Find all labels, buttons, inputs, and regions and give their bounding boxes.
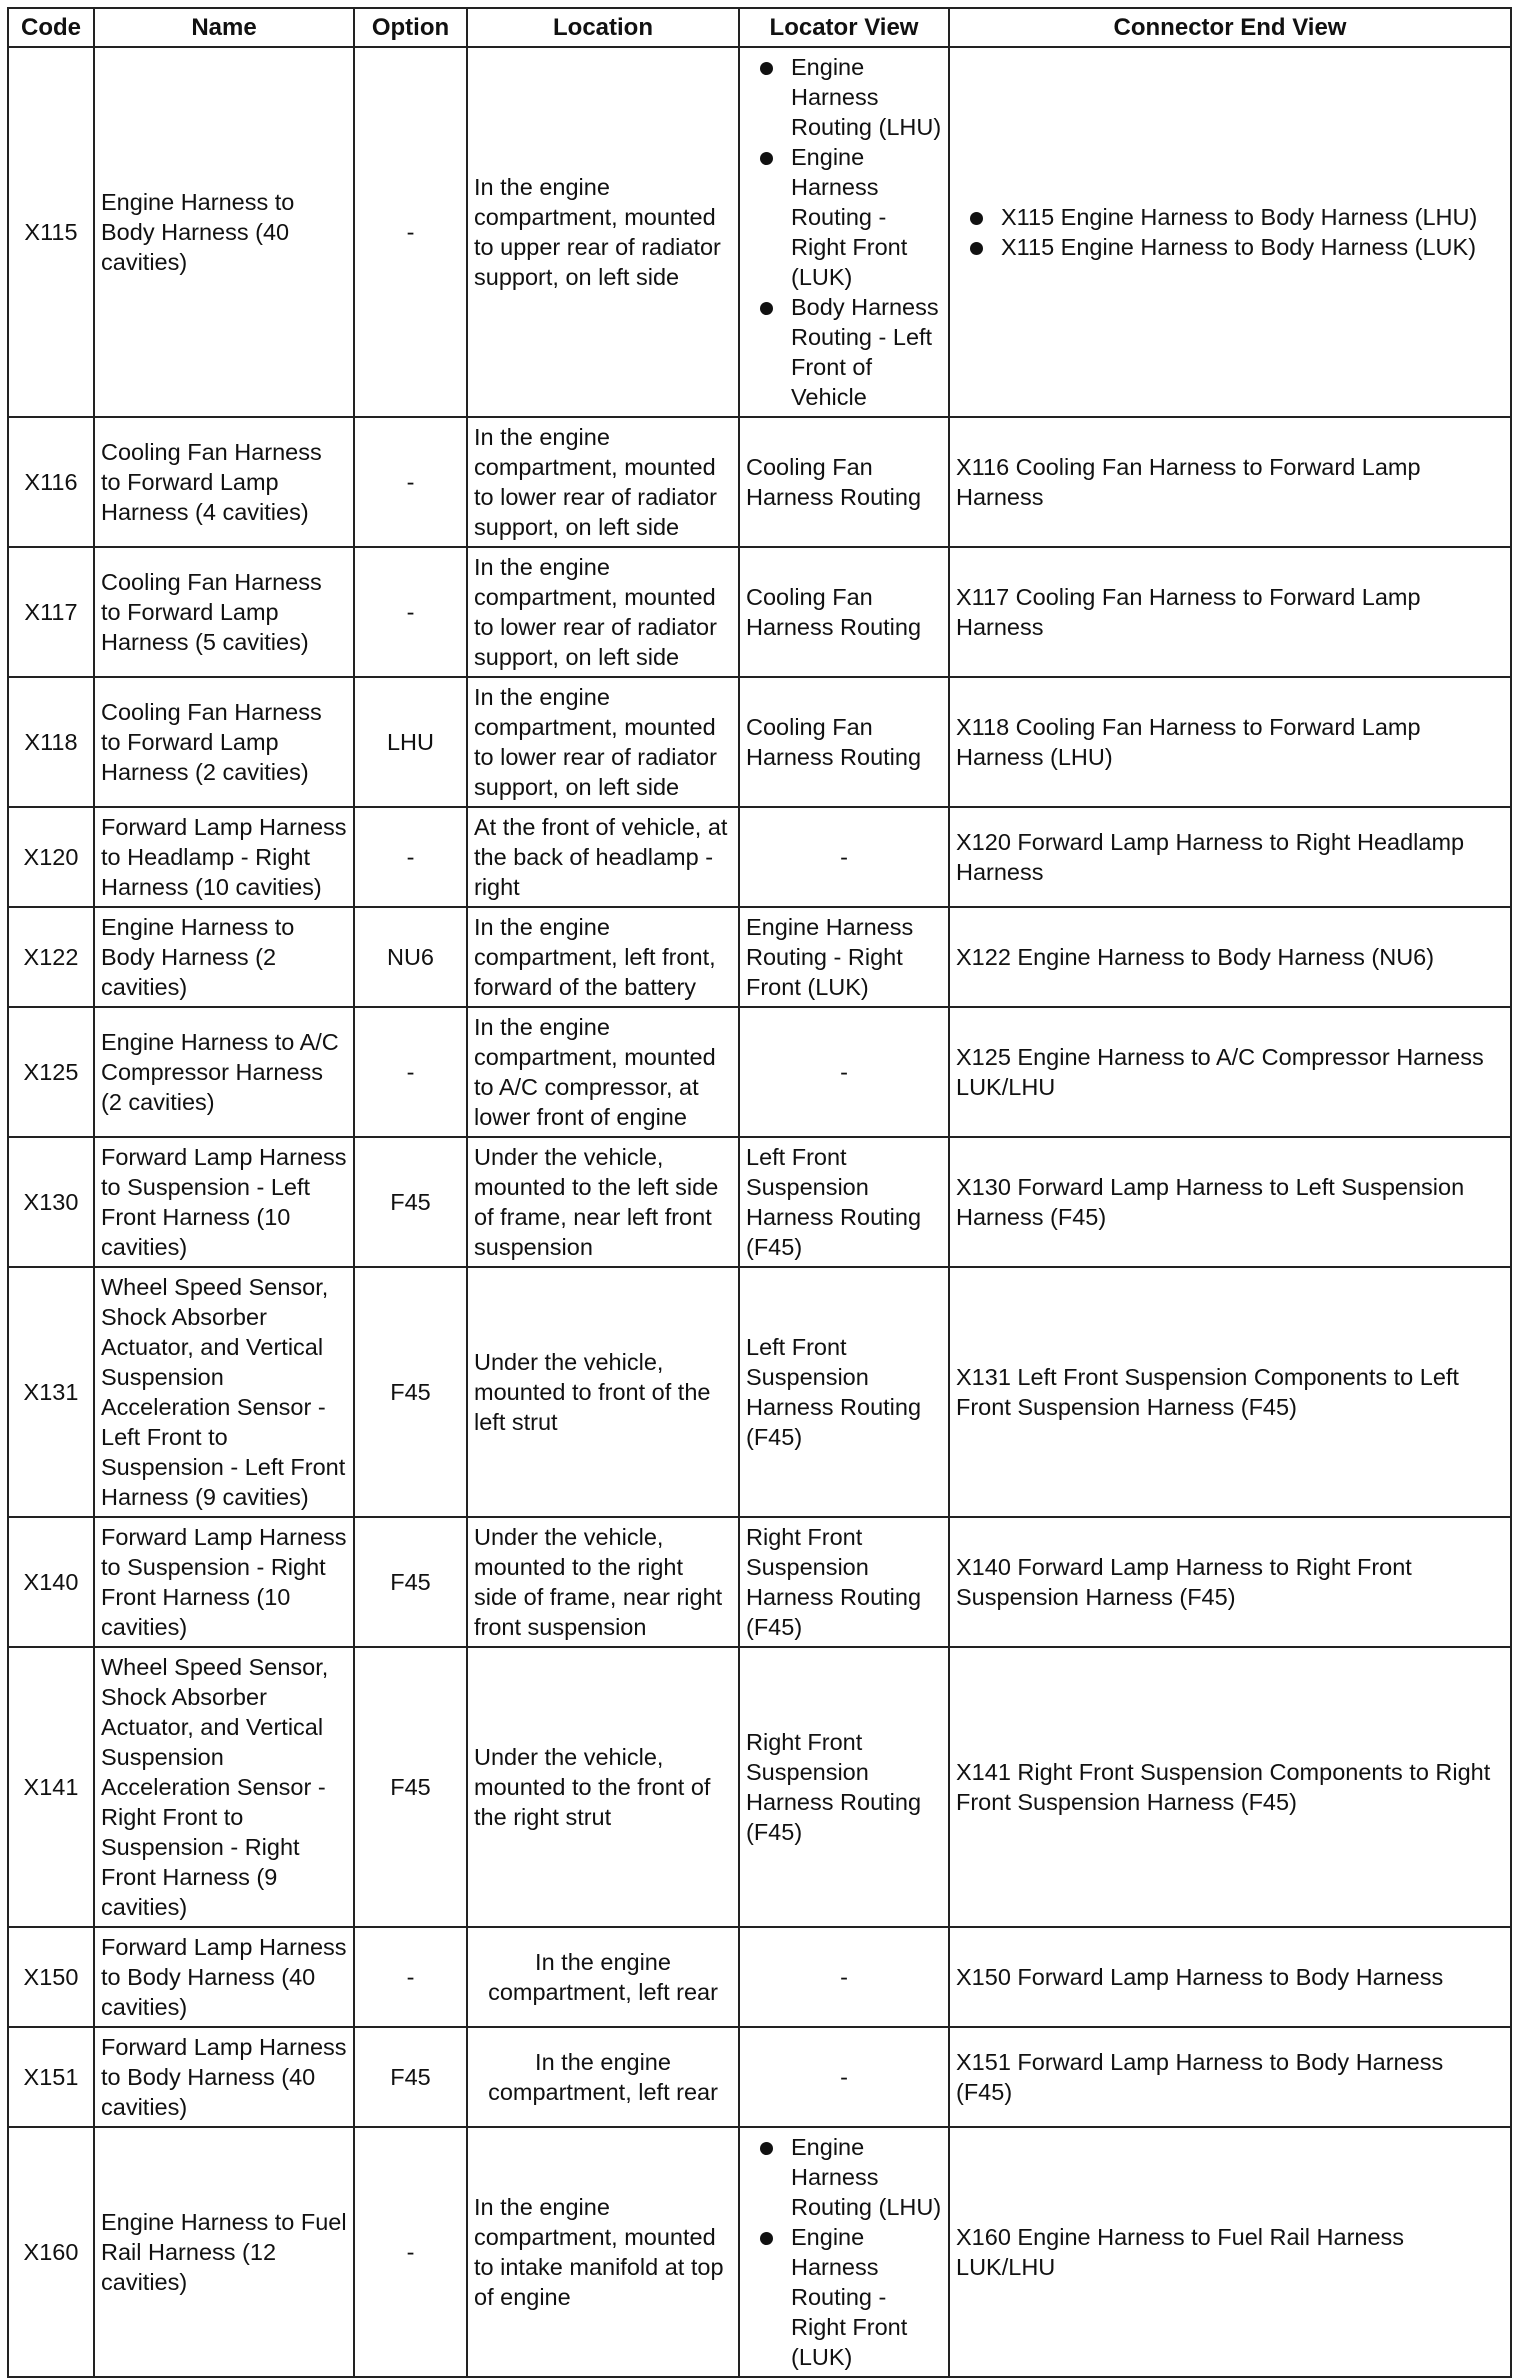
cell-code: X150 <box>8 1927 94 2027</box>
cell-connector-end-view: X122 Engine Harness to Body Harness (NU6) <box>949 907 1511 1007</box>
cell-name: Forward Lamp Harness to Body Harness (40 cavities) <box>94 1927 354 2027</box>
cell-name: Engine Harness to Fuel Rail Harness (12 cavities) <box>94 2127 354 2377</box>
cell-code: X140 <box>8 1517 94 1647</box>
cell-code: X122 <box>8 907 94 1007</box>
cell-location: In the engine compartment, mounted to lower rear of radiator support, on left side <box>467 547 739 677</box>
table-row <box>8 2027 1511 2127</box>
cell-option: - <box>354 1007 467 1137</box>
bullet-item: Engine Harness Routing - Right Front (LUK) <box>746 142 942 292</box>
header-code: Code <box>8 8 94 47</box>
cell-connector-end-view: X131 Left Front Suspension Components to Left Front Suspension Harness (F45) <box>949 1267 1511 1517</box>
cell-location: In the engine compartment, mounted to upper rear of radiator support, on left side <box>467 47 739 417</box>
table-row <box>8 1517 1511 1647</box>
cell-code: X116 <box>8 417 94 547</box>
cell-name: Engine Harness to Body Harness (2 cavities) <box>94 907 354 1007</box>
cell-location: In the engine compartment, mounted to lower rear of radiator support, on left side <box>467 417 739 547</box>
cell-code: X118 <box>8 677 94 807</box>
connector-table <box>7 7 1512 2378</box>
bullet-item: Engine Harness Routing (LHU) <box>746 2132 942 2222</box>
cell-option: F45 <box>354 1517 467 1647</box>
table-row <box>8 47 1511 417</box>
bullet-item: Body Harness Routing - Left Front of Vehicle <box>746 292 942 412</box>
cell-locator-view: Cooling Fan Harness Routing <box>739 677 949 807</box>
cell-locator-view: Left Front Suspension Harness Routing (F45) <box>739 1137 949 1267</box>
header-location: Location <box>467 8 739 47</box>
cell-locator-view <box>739 2127 949 2377</box>
cell-name: Forward Lamp Harness to Suspension - Left Front Harness (10 cavities) <box>94 1137 354 1267</box>
cell-location: In the engine compartment, left front, forward of the battery <box>467 907 739 1007</box>
cell-code: X125 <box>8 1007 94 1137</box>
table-row <box>8 1007 1511 1137</box>
cell-locator-view: - <box>739 2027 949 2127</box>
bullet-item: Engine Harness Routing - Right Front (LUK) <box>746 2222 942 2372</box>
cell-connector-end-view: X141 Right Front Suspension Components to Right Front Suspension Harness (F45) <box>949 1647 1511 1927</box>
cell-locator-view: Left Front Suspension Harness Routing (F45) <box>739 1267 949 1517</box>
cell-location: Under the vehicle, mounted to the left side of frame, near left front suspension <box>467 1137 739 1267</box>
cell-code: X160 <box>8 2127 94 2377</box>
table-row <box>8 1137 1511 1267</box>
cell-name: Cooling Fan Harness to Forward Lamp Harness (2 cavities) <box>94 677 354 807</box>
cell-location: In the engine compartment, mounted to intake manifold at top of engine <box>467 2127 739 2377</box>
cell-name: Engine Harness to Body Harness (40 cavities) <box>94 47 354 417</box>
bullet-item: X115 Engine Harness to Body Harness (LHU) <box>956 202 1504 232</box>
cell-connector-end-view: X116 Cooling Fan Harness to Forward Lamp Harness <box>949 417 1511 547</box>
cell-connector-end-view: X130 Forward Lamp Harness to Left Suspension Harness (F45) <box>949 1137 1511 1267</box>
cell-option: F45 <box>354 1137 467 1267</box>
table-row <box>8 417 1511 547</box>
table-row <box>8 2127 1511 2377</box>
cell-connector-end-view <box>949 47 1511 417</box>
cell-connector-end-view: X117 Cooling Fan Harness to Forward Lamp Harness <box>949 547 1511 677</box>
bullet-item: Engine Harness Routing (LHU) <box>746 52 942 142</box>
cell-code: X130 <box>8 1137 94 1267</box>
bullet-list <box>746 2132 942 2372</box>
cell-code: X120 <box>8 807 94 907</box>
table-row <box>8 907 1511 1007</box>
cell-code: X141 <box>8 1647 94 1927</box>
cell-locator-view: - <box>739 1927 949 2027</box>
cell-name: Wheel Speed Sensor, Shock Absorber Actuator, and Vertical Suspension Acceleration Sensor - Right Front to Suspension - Right Front Harness (9 cavities) <box>94 1647 354 1927</box>
header-locator-view: Locator View <box>739 8 949 47</box>
cell-connector-end-view: X150 Forward Lamp Harness to Body Harness <box>949 1927 1511 2027</box>
cell-locator-view: Right Front Suspension Harness Routing (F45) <box>739 1647 949 1927</box>
cell-code: X131 <box>8 1267 94 1517</box>
cell-option: - <box>354 547 467 677</box>
table-row <box>8 677 1511 807</box>
cell-name: Cooling Fan Harness to Forward Lamp Harness (5 cavities) <box>94 547 354 677</box>
cell-name: Forward Lamp Harness to Suspension - Right Front Harness (10 cavities) <box>94 1517 354 1647</box>
cell-name: Engine Harness to A/C Compressor Harness (2 cavities) <box>94 1007 354 1137</box>
cell-option: - <box>354 47 467 417</box>
cell-locator-view: Right Front Suspension Harness Routing (F45) <box>739 1517 949 1647</box>
cell-connector-end-view: X118 Cooling Fan Harness to Forward Lamp Harness (LHU) <box>949 677 1511 807</box>
cell-name: Wheel Speed Sensor, Shock Absorber Actuator, and Vertical Suspension Acceleration Sensor - Left Front to Suspension - Left Front Harness (9 cavities) <box>94 1267 354 1517</box>
table-row <box>8 1647 1511 1927</box>
cell-option: F45 <box>354 1647 467 1927</box>
cell-code: X115 <box>8 47 94 417</box>
cell-location: At the front of vehicle, at the back of headlamp - right <box>467 807 739 907</box>
cell-name: Cooling Fan Harness to Forward Lamp Harness (4 cavities) <box>94 417 354 547</box>
cell-locator-view: Engine Harness Routing - Right Front (LUK) <box>739 907 949 1007</box>
cell-location: In the engine compartment, left rear <box>467 2027 739 2127</box>
header-option: Option <box>354 8 467 47</box>
cell-code: X151 <box>8 2027 94 2127</box>
cell-location: In the engine compartment, mounted to A/C compressor, at lower front of engine <box>467 1007 739 1137</box>
cell-option: - <box>354 417 467 547</box>
cell-option: F45 <box>354 2027 467 2127</box>
cell-connector-end-view: X125 Engine Harness to A/C Compressor Harness LUK/LHU <box>949 1007 1511 1137</box>
cell-option: - <box>354 1927 467 2027</box>
cell-code: X117 <box>8 547 94 677</box>
cell-location: Under the vehicle, mounted to the right side of frame, near right front suspension <box>467 1517 739 1647</box>
header-name: Name <box>94 8 354 47</box>
cell-locator-view: Cooling Fan Harness Routing <box>739 547 949 677</box>
cell-locator-view: Cooling Fan Harness Routing <box>739 417 949 547</box>
bullet-list <box>956 202 1504 262</box>
cell-locator-view <box>739 47 949 417</box>
header-row <box>8 8 1511 47</box>
table-row <box>8 807 1511 907</box>
cell-location: Under the vehicle, mounted to the front of the right strut <box>467 1647 739 1927</box>
bullet-list <box>746 52 942 412</box>
cell-location: Under the vehicle, mounted to front of the left strut <box>467 1267 739 1517</box>
cell-name: Forward Lamp Harness to Body Harness (40 cavities) <box>94 2027 354 2127</box>
cell-option: NU6 <box>354 907 467 1007</box>
cell-location: In the engine compartment, left rear <box>467 1927 739 2027</box>
table-row <box>8 547 1511 677</box>
cell-connector-end-view: X160 Engine Harness to Fuel Rail Harness LUK/LHU <box>949 2127 1511 2377</box>
table-row <box>8 1927 1511 2027</box>
bullet-item: X115 Engine Harness to Body Harness (LUK) <box>956 232 1504 262</box>
cell-option: - <box>354 2127 467 2377</box>
header-connector-end-view: Connector End View <box>949 8 1511 47</box>
cell-option: - <box>354 807 467 907</box>
table-row <box>8 1267 1511 1517</box>
cell-connector-end-view: X120 Forward Lamp Harness to Right Headlamp Harness <box>949 807 1511 907</box>
cell-location: In the engine compartment, mounted to lower rear of radiator support, on left side <box>467 677 739 807</box>
cell-locator-view: - <box>739 1007 949 1137</box>
cell-option: LHU <box>354 677 467 807</box>
cell-locator-view: - <box>739 807 949 907</box>
cell-option: F45 <box>354 1267 467 1517</box>
cell-connector-end-view: X140 Forward Lamp Harness to Right Front Suspension Harness (F45) <box>949 1517 1511 1647</box>
cell-connector-end-view: X151 Forward Lamp Harness to Body Harness (F45) <box>949 2027 1511 2127</box>
cell-name: Forward Lamp Harness to Headlamp - Right Harness (10 cavities) <box>94 807 354 907</box>
